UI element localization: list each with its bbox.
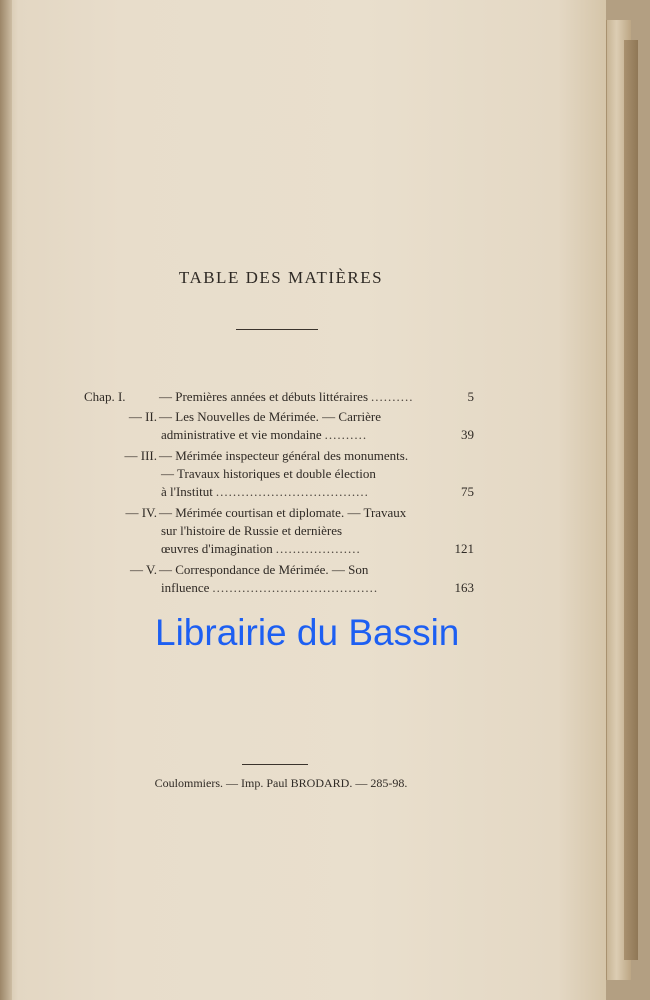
toc-entry[interactable]	[84, 388, 474, 406]
leader-dots: ....................................	[215, 484, 369, 499]
chapter-title-cont: sur l'histoire de Russie et dernières	[161, 523, 343, 538]
toc-entry[interactable]	[84, 408, 474, 444]
page-number: 163	[454, 580, 474, 595]
printer-footer: Coulommiers. — Imp. Paul BRODARD. — 285-98.	[154, 776, 408, 790]
watermark-text: Librairie du Bassin	[155, 612, 460, 653]
chapter-title-cont: influence	[161, 580, 210, 595]
page-number: 39	[461, 427, 474, 442]
chapter-label: — IV.	[125, 505, 157, 520]
chapter-title-cont: — Travaux historiques et double élection	[161, 466, 376, 481]
toc-entry[interactable]	[84, 561, 474, 597]
footer-rule	[242, 764, 308, 765]
chapter-label: — V.	[130, 562, 157, 577]
leader-dots: ..........	[324, 427, 368, 442]
toc-entry[interactable]	[84, 447, 474, 501]
toc-entry[interactable]	[84, 504, 474, 558]
page-number: 121	[454, 541, 474, 556]
chapter-label: — III.	[124, 448, 157, 463]
leader-dots: .......................................	[212, 580, 379, 595]
chapter-label: Chap. I.	[84, 389, 126, 404]
chapter-title: — Mérimée courtisan et diplomate. — Travaux	[159, 505, 407, 520]
title-rule	[236, 329, 318, 330]
book-gutter	[0, 0, 12, 1000]
chapter-title: — Premières années et débuts littéraires	[159, 389, 369, 404]
page-number: 5	[467, 389, 474, 404]
chapter-title-cont: administrative et vie mondaine	[161, 427, 322, 442]
leader-dots: ....................	[275, 541, 361, 556]
chapter-title: — Les Nouvelles de Mérimée. — Carrière	[159, 409, 382, 424]
table-of-contents	[84, 388, 474, 600]
chapter-title: — Mérimée inspecteur général des monuments.	[159, 448, 409, 463]
chapter-label: — II.	[128, 409, 157, 424]
chapter-title-cont: à l'Institut	[161, 484, 213, 499]
chapter-title: — Correspondance de Mérimée. — Son	[159, 562, 369, 577]
chapter-title-cont: œuvres d'imagination	[161, 541, 273, 556]
book-cover-edge	[624, 40, 638, 960]
page-title: TABLE DES MATIÈRES	[178, 268, 384, 287]
page-number: 75	[461, 484, 474, 499]
leader-dots: ..........	[371, 389, 414, 404]
